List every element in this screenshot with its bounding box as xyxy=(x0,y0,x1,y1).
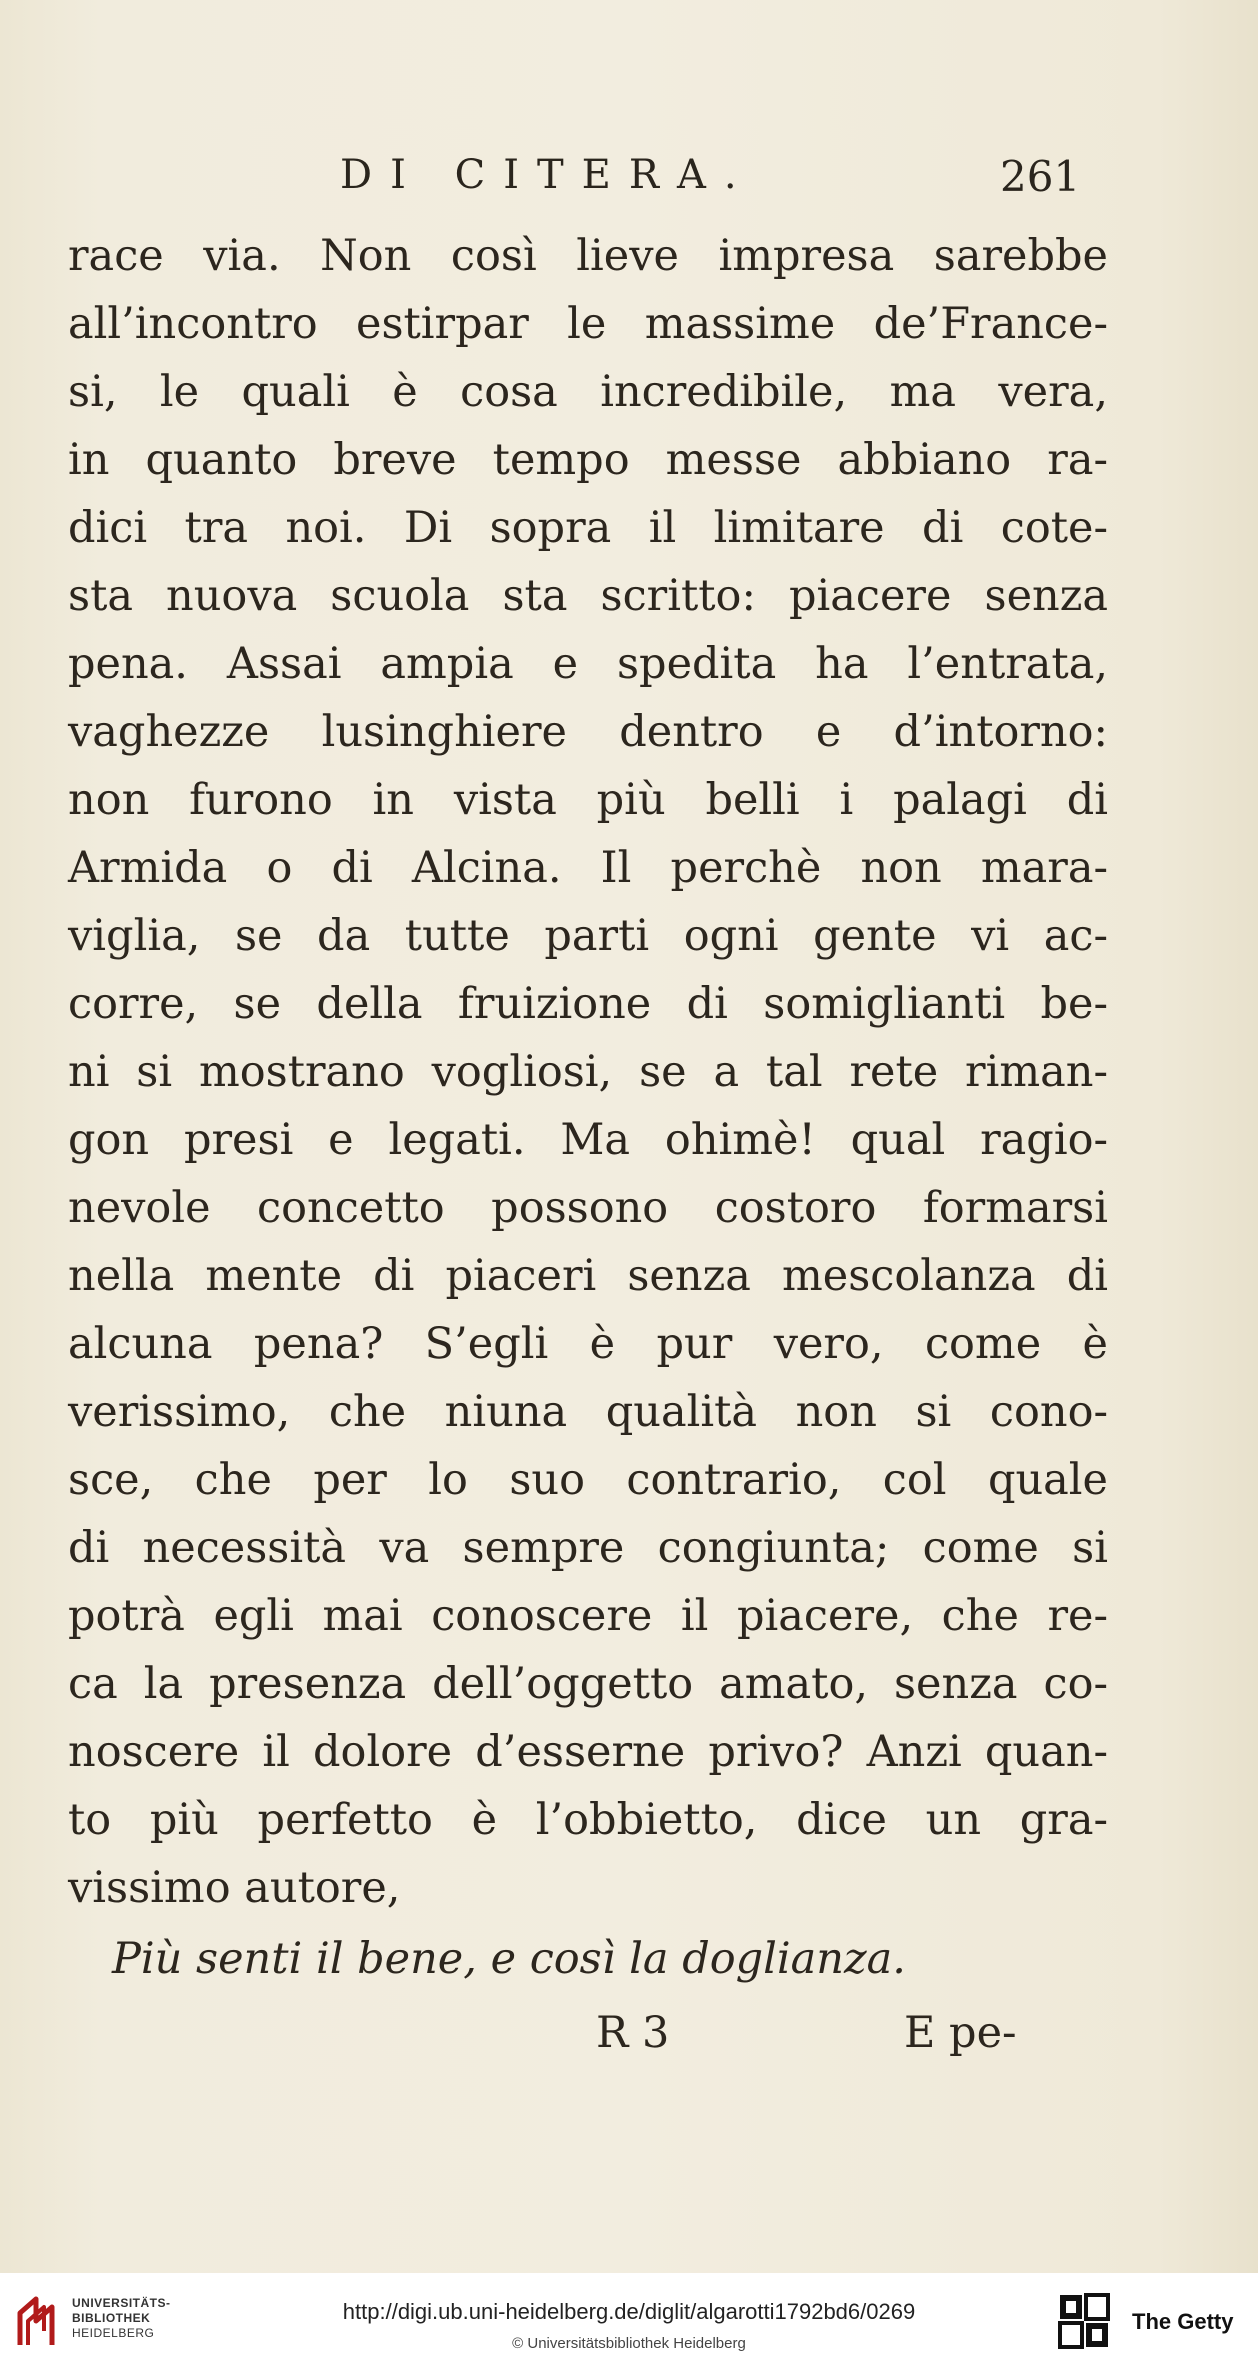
text-line: sce, che per lo suo contrario, col quale xyxy=(68,1455,1108,1505)
getty-logo-icon xyxy=(1058,2293,1110,2349)
text-line: nella mente di piaceri senza mescolanza di xyxy=(68,1251,1108,1301)
text-line: to più perfetto è l’obbietto, dice un gra- xyxy=(68,1795,1108,1845)
body-text xyxy=(68,222,1108,2070)
text-line: potrà egli mai conoscere il piacere, che re- xyxy=(68,1591,1108,1641)
text-line: di necessità va sempre congiunta; come si xyxy=(68,1523,1108,1573)
partner-name: The Getty xyxy=(1132,2309,1234,2334)
institution-line: HEIDELBERG xyxy=(72,2326,155,2340)
signature-mark: R 3 xyxy=(596,2008,670,2058)
text-line: corre, se della fruizione di somiglianti be- xyxy=(68,979,1108,1029)
text-line: race via. Non così lieve impresa sarebbe xyxy=(68,231,1108,281)
institution-line: UNIVERSITÄTS- xyxy=(72,2296,171,2310)
page-number: 261 xyxy=(1000,152,1081,201)
text-line: in quanto breve tempo messe abbiano ra- xyxy=(68,435,1108,485)
page-header xyxy=(0,152,1258,222)
text-line: alcuna pena? S’egli è pur vero, come è xyxy=(68,1319,1108,1369)
text-line: verissimo, che niuna qualità non si cono- xyxy=(68,1387,1108,1437)
permalink-url[interactable]: http://digi.ub.uni-heidelberg.de/diglit/algarotti1792bd6/0269 xyxy=(342,2299,916,2324)
text-line: dici tra noi. Di sopra il limitare di cote- xyxy=(68,503,1108,553)
text-line: ca la presenza dell’oggetto amato, senza co- xyxy=(68,1659,1108,1709)
text-line: vaghezze lusinghiere dentro e d’intorno: xyxy=(68,707,1108,757)
text-line: noscere il dolore d’esserne privo? Anzi quan- xyxy=(68,1727,1108,1777)
catchword: E pe- xyxy=(904,2008,1017,2058)
text-line: nevole concetto possono costoro formarsi xyxy=(68,1183,1108,1233)
text-line: viglia, se da tutte parti ogni gente vi ac- xyxy=(68,911,1108,961)
verse-quotation: Più senti il bene, e così la doglianza. xyxy=(112,1934,906,1984)
footer-bar xyxy=(0,2273,1258,2364)
text-line: non furono in vista più belli i palagi di xyxy=(68,775,1108,825)
text-line: sta nuova scuola sta scritto: piacere senza xyxy=(68,571,1108,621)
signature-row xyxy=(68,1996,1108,2070)
text-line: all’incontro estirpar le massime de’France- xyxy=(68,299,1108,349)
text-line: ni si mostrano vogliosi, se a tal rete riman- xyxy=(68,1047,1108,1097)
running-head: DI CITERA. xyxy=(340,152,755,198)
text-line: si, le quali è cosa incredibile, ma vera, xyxy=(68,367,1108,417)
text-line: gon presi e legati. Ma ohimè! qual ragio- xyxy=(68,1115,1108,1165)
institution-line: BIBLIOTHEK xyxy=(72,2311,151,2325)
text-line: pena. Assai ampia e spedita ha l’entrata, xyxy=(68,639,1108,689)
text-line: vissimo autore, xyxy=(68,1863,401,1913)
text-line: Armida o di Alcina. Il perchè non mara- xyxy=(68,843,1108,893)
copyright-notice: © Universitätsbibliothek Heidelberg xyxy=(512,2335,746,2352)
